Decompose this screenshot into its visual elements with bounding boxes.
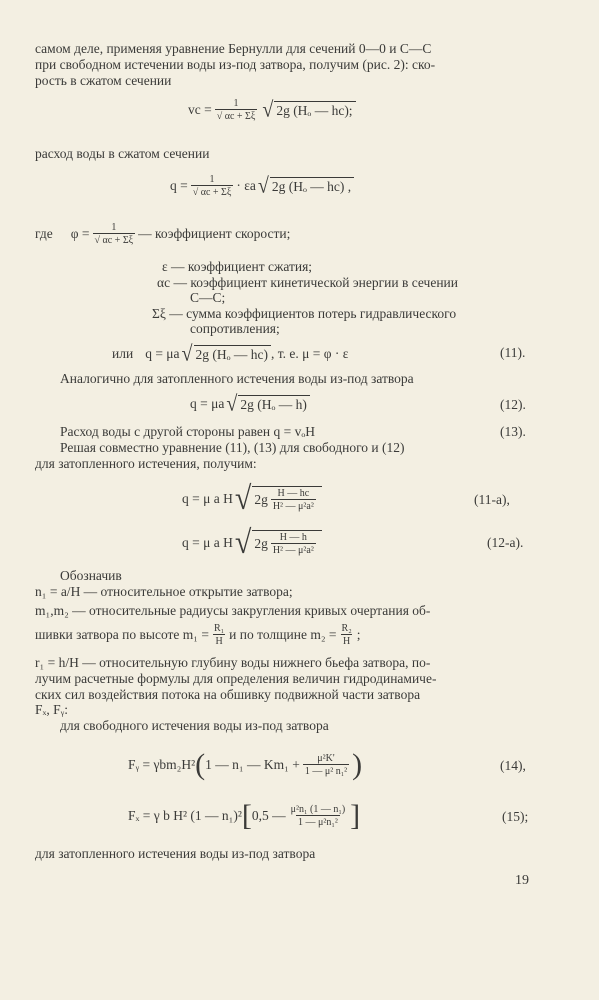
text-line-with-fractions — [35, 623, 360, 647]
text-line: рость в сжатом сечении — [35, 73, 172, 88]
fraction — [340, 623, 354, 647]
text-line: ских сил воздействия потока на обшивку подвижной части затвора — [35, 687, 421, 702]
definition-text: — коэффициент скорости; — [138, 226, 291, 241]
eq-lhs: q = μa — [145, 346, 180, 361]
fraction-numerator: μ²n₁ (1 — n₁) — [290, 804, 346, 815]
equation-number: (15); — [502, 809, 529, 824]
equation-number: (11-а), — [474, 492, 510, 507]
text-segment: и по толщине m₂ = — [229, 627, 337, 642]
eq-lhs: q = μa — [190, 396, 225, 411]
left-bracket: [ — [241, 799, 252, 832]
fraction-numerator: R₂ — [341, 623, 352, 634]
text-line: Расход воды с другой стороны равен q = vₒH — [60, 424, 315, 439]
text-line: самом деле, применяя уравнение Бернулли для сечений 0—0 и С—С — [35, 41, 432, 56]
equation-12a — [182, 524, 322, 561]
fraction-numerator: H — h — [279, 532, 307, 543]
equation-number: (11). — [500, 345, 526, 360]
text-line: расход воды в сжатом сечении — [35, 146, 210, 161]
fraction-numerator: 1 — [111, 222, 117, 233]
fraction — [191, 174, 234, 198]
text-line: лучим расчетные формулы для определения величин гидродинамиче- — [35, 671, 437, 686]
definition-phi — [35, 222, 290, 246]
equation-14 — [128, 748, 363, 781]
radicand — [252, 486, 322, 512]
fraction-denominator: √ αc + Σξ — [216, 111, 256, 122]
fraction — [271, 488, 316, 512]
radical-sign-icon: √ — [226, 391, 238, 417]
fraction — [212, 623, 226, 647]
radicand: 2g (Hₒ — hc) — [194, 345, 272, 363]
radicand: 2g (Hₒ — h) — [238, 395, 310, 413]
text-line: Решая совместно уравнение (11), (13) для свободного и (12) — [60, 440, 405, 455]
radicand: 2g (Hₒ — hc); — [274, 101, 355, 119]
eq-tail: , т. е. μ = φ · ε — [271, 346, 349, 361]
text-line: для затопленного истечения, получим: — [35, 456, 257, 471]
text-line: для свободного истечения воды из-под затвора — [60, 718, 329, 733]
radicand-term: 2g — [254, 536, 268, 551]
right-bracket: ] — [350, 799, 361, 832]
equation-12 — [190, 391, 310, 417]
definition-epsilon: ε — коэффициент сжатия; — [162, 259, 313, 274]
definition-sum: Σξ — сумма коэффициентов потерь гидравлического — [152, 306, 457, 321]
fraction-denominator: H — [343, 636, 351, 647]
eq-lhs: q = μ a H — [182, 535, 233, 550]
fraction-numerator: 1 — [233, 98, 239, 109]
text-line: Fₓ, Fᵧ: — [35, 702, 69, 717]
text-line: m₁,m₂ — относительные радиусы закругления кривых очертания об- — [35, 603, 431, 618]
eq-lhs: q = μ a H — [182, 491, 233, 506]
fraction-denominator: H — [215, 636, 223, 647]
square-root — [234, 480, 322, 517]
radicand-term: 2g — [254, 492, 268, 507]
radical-sign-icon: √ — [234, 524, 252, 561]
radical-sign-icon: √ — [257, 173, 269, 199]
fraction — [271, 532, 316, 556]
fraction-denominator: √ αc + Σξ — [94, 235, 134, 246]
radical-sign-icon: √ — [234, 480, 252, 517]
eq-middle: 0,5 — — [251, 808, 286, 823]
eq-middle: · εa — [236, 178, 256, 193]
left-paren: ( — [195, 748, 206, 781]
square-root — [181, 341, 271, 367]
or-label: или — [112, 346, 134, 361]
eq-lhs: vc = — [188, 102, 212, 117]
fraction — [289, 804, 348, 828]
fraction-denominator: H² — μ²a² — [272, 545, 314, 556]
fraction-denominator: 1 — μ²n₁² — [298, 817, 338, 828]
fraction — [215, 98, 258, 122]
text-segment: шивки затвора по высоте m₁ = — [35, 627, 209, 642]
radical-sign-icon: √ — [181, 341, 193, 367]
equation-number: (12). — [500, 397, 526, 412]
equation-11a — [182, 480, 322, 517]
text-line: n₁ = a/H — относительное открытие затвора; — [35, 584, 293, 599]
eq-lhs: q = — [170, 178, 188, 193]
equation-number: (13). — [500, 424, 526, 439]
eq-lhs: φ = — [70, 226, 90, 241]
radicand — [252, 530, 322, 556]
eq-lhs: Fₓ = γ b H² (1 — n₁)² — [128, 808, 242, 823]
text-line: при свободном истечении воды из-под затвора, получим (рис. 2): ско- — [35, 57, 436, 72]
equation-11 — [112, 341, 349, 367]
equation-vc — [188, 98, 356, 122]
equation-15 — [128, 799, 361, 832]
text-line: для затопленного истечения воды из-под затвора — [35, 846, 316, 861]
fraction-denominator: H² — μ²a² — [272, 501, 314, 512]
fraction — [303, 753, 349, 777]
equation-number: (14), — [500, 758, 526, 773]
square-root — [234, 524, 322, 561]
fraction-denominator: 1 — μ² n₁² — [304, 766, 348, 777]
punctuation: ; — [356, 627, 361, 642]
where-label: где — [35, 226, 53, 241]
fraction-denominator: √ αc + Σξ — [192, 187, 232, 198]
eq-lhs: Fᵧ = γbm₂H² — [128, 757, 196, 772]
fraction-numerator: R₁ — [214, 623, 225, 634]
radicand: 2g (Hₒ — hc) , — [270, 177, 354, 195]
radical-sign-icon: √ — [262, 97, 274, 123]
right-paren: ) — [352, 748, 363, 781]
page-number: 19 — [515, 873, 529, 888]
definition-alpha-cont: С—С; — [190, 290, 226, 305]
square-root — [257, 173, 354, 199]
definition-sum-cont: сопротивления; — [190, 321, 280, 336]
square-root — [262, 97, 355, 123]
square-root — [226, 391, 310, 417]
text-line: Аналогично для затопленного истечения воды из-под затвора — [60, 371, 414, 386]
equation-q — [170, 174, 354, 198]
equation-number: (12-а). — [487, 535, 524, 550]
definition-alpha: αc — коэффициент кинетической энергии в сечении — [157, 275, 458, 290]
fraction-numerator: H — hc — [277, 488, 310, 499]
fraction-numerator: 1 — [209, 174, 215, 185]
eq-middle: 1 — n₁ — Km₁ + — [205, 757, 300, 772]
text-line: r₁ = h/H — относительную глубину воды нижнего бьефа затвора, по- — [35, 655, 431, 670]
text-line: Обозначив — [60, 568, 122, 583]
fraction-numerator: μ²K' — [317, 753, 335, 764]
fraction — [93, 222, 136, 246]
